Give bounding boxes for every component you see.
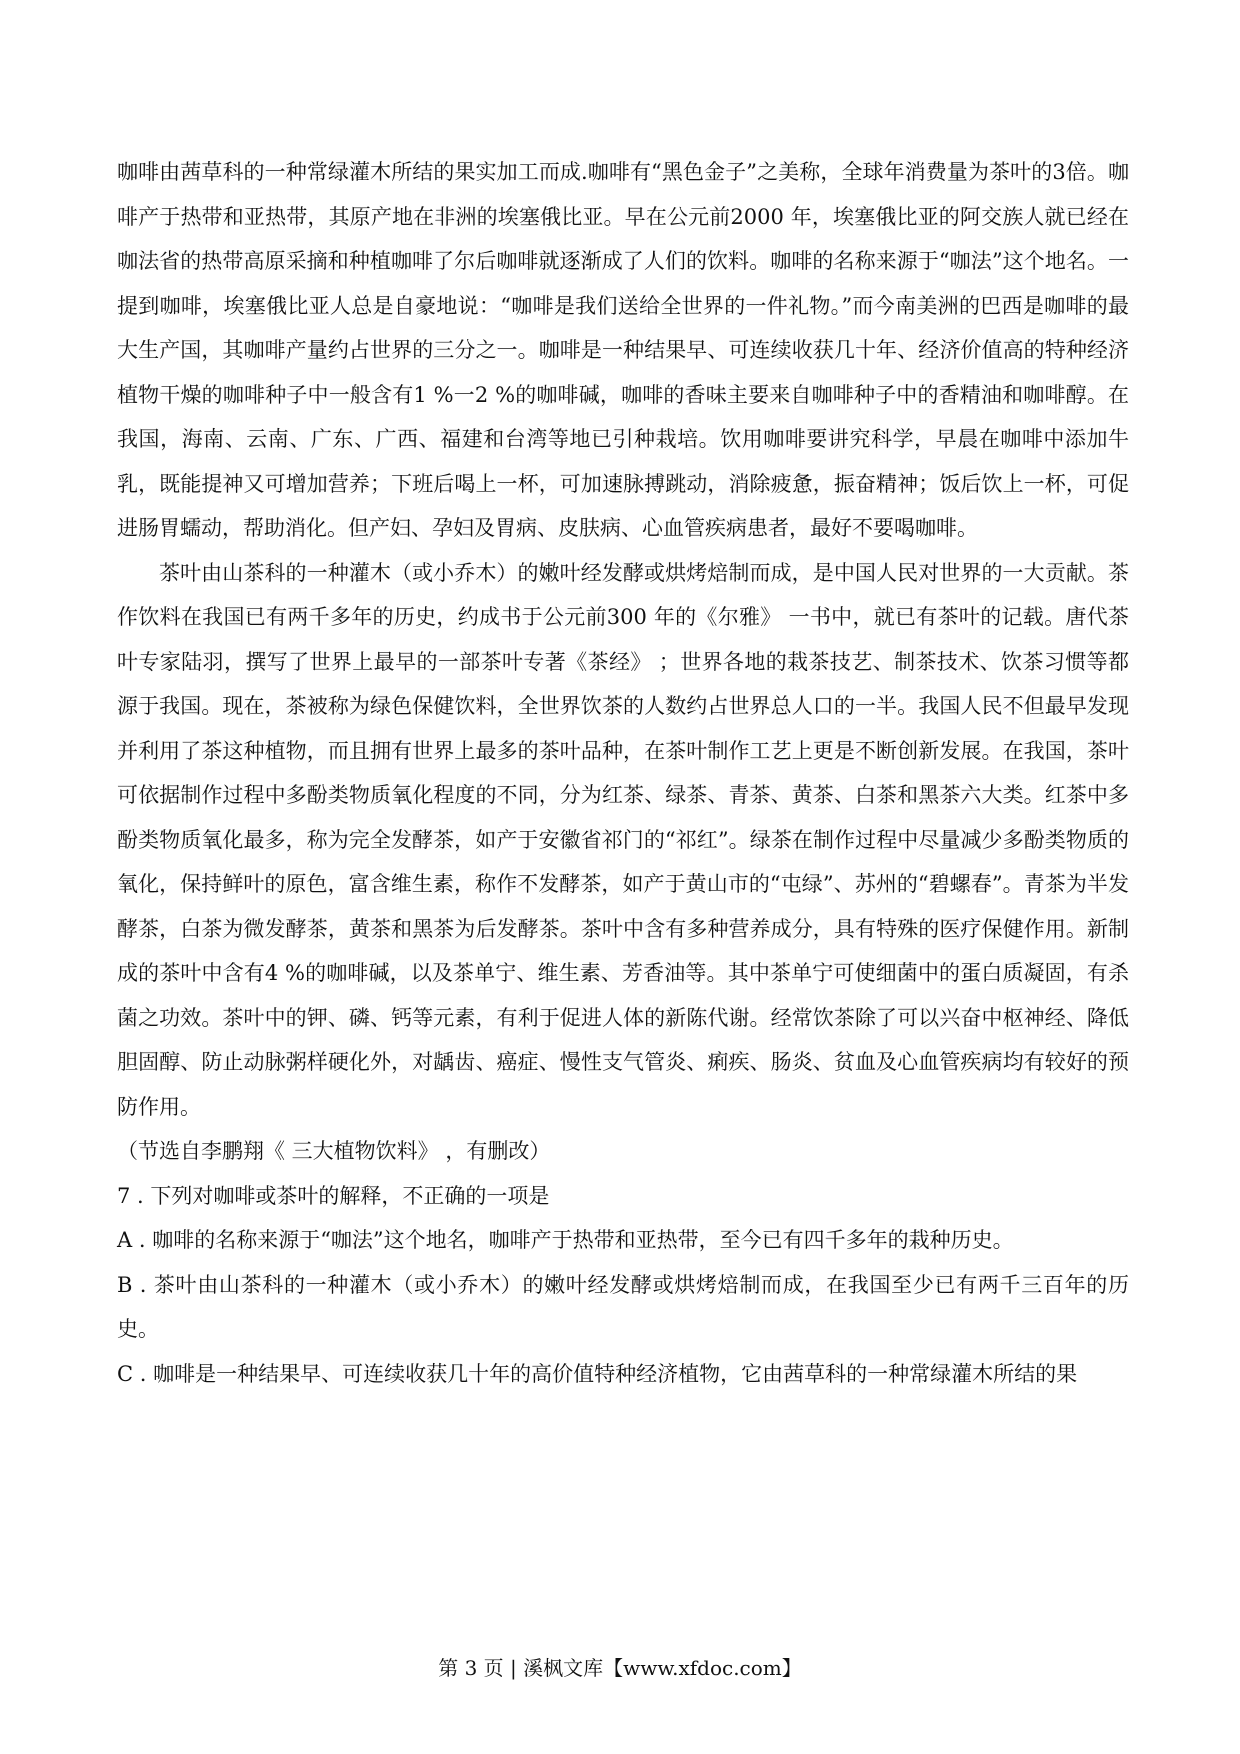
article-paragraph-tea: 茶叶由山茶科的一种灌木（或小乔木）的嫩叶经发酵或烘烤焙制而成，是中国人民对世界的一大贡献。茶作饮料在我国已有两千多年的历史，约成书于公元前300 年的《尔雅》 一书中，就已有茶叶的记载。唐代茶叶专家陆羽，撰写了世界上最早的一部茶叶专著《茶经》 ；世界各地的栽茶技艺、制茶技术、饮茶习惯等都源于我国。现在，茶被称为绿色保健饮料，全世界饮茶的人数约占世界总人口的一半。我国人民不但最早发现并利用了茶这种植物，而且拥有世界上最多的茶叶品种，在茶叶制作工艺上更是不断创新发展。在我国，茶叶可依据制作过程中多酚类物质氧化程度的不同，分为红茶、绿茶、青茶、黄茶、白茶和黑茶六大类。红茶中多酚类物质氧化最多，称为完全发酵茶，如产于安徽省祁门的“祁红”。绿茶在制作过程中尽量减少多酚类物质的氧化，保持鲜叶的原色，富含维生素，称作不发酵茶，如产于黄山市的“屯绿”、苏州的“碧螺春”。青茶为半发酵茶，白茶为微发酵茶，黄茶和黑茶为后发酵茶。茶叶中含有多种营养成分，具有特殊的医疗保健作用。新制成的茶叶中含有4 %的咖啡碱，以及茶单宁、维生素、芳香油等。其中茶单宁可使细菌中的蛋白质凝固，有杀菌之功效。茶叶中的钾、磷、钙等元素，有利于促进人体的新陈代谢。经常饮茶除了可以兴奋中枢神经、降低胆固醇、防止动脉粥样硬化外，对龋齿、癌症、慢性支气管炎、痢疾、肠炎、贫血及心血管疾病均有较好的预防作用。 [117,560,1129,1119]
question-option-a: A . 咖啡的名称来源于“咖法”这个地名，咖啡产于热带和亚热带，至今已有四千多年的栽种历史。 [117,1228,1014,1252]
question-stem: 7 . 下列对咖啡或茶叶的解释，不正确的一项是 [117,1183,550,1208]
question-option-b: B . 茶叶由山茶科的一种灌木（或小乔木）的嫩叶经发酵或烘烤焙制而成，在我国至少已有两千三百年的历史。 [117,1272,1129,1341]
article-source: （节选自李鹏翔《 三大植物饮料》 ，有删改） [117,1139,551,1163]
question-option-c: C . 咖啡是一种结果早、可连续收获几十年的高价值特种经济植物，它由茜草科的一种常绿灌木所结的果 [117,1361,1078,1386]
document-page [117,150,1129,1396]
article-paragraph-coffee: 咖啡由茜草科的一种常绿灌木所结的果实加工而成.咖啡有“黑色金子”之美称，全球年消费量为茶叶的3倍。咖啡产于热带和亚热带，其原产地在非洲的埃塞俄比亚。早在公元前2000 年，埃塞俄比亚的阿交族人就已经在咖法省的热带高原采摘和种植咖啡了尔后咖啡就逐渐成了人们的饮料。咖啡的名称来源于“咖法”这个地名。一提到咖啡，埃塞俄比亚人总是自豪地说：“咖啡是我们送给全世界的一件礼物。”而今南美洲的巴西是咖啡的最大生产国，其咖啡产量约占世界的三分之一。咖啡是一种结果早、可连续收获几十年、经济价值高的特种经济植物干燥的咖啡种子中一般含有1 %一2 %的咖啡碱，咖啡的香味主要来自咖啡种子中的香精油和咖啡醇。在我国，海南、云南、广东、广西、福建和台湾等地已引种栽培。饮用咖啡要讲究科学，早晨在咖啡中添加牛乳，既能提神又可增加营养；下班后喝上一杯，可加速脉搏跳动，消除疲惫，振奋精神；饭后饮上一杯，可促进肠胃蠕动，帮助消化。但产妇、孕妇及胃病、皮肤病、心血管疾病患者，最好不要喝咖啡。 [117,160,1129,540]
page-footer: 第 3 页 | 溪枫文库【www.xfdoc.com】 [438,1656,802,1680]
